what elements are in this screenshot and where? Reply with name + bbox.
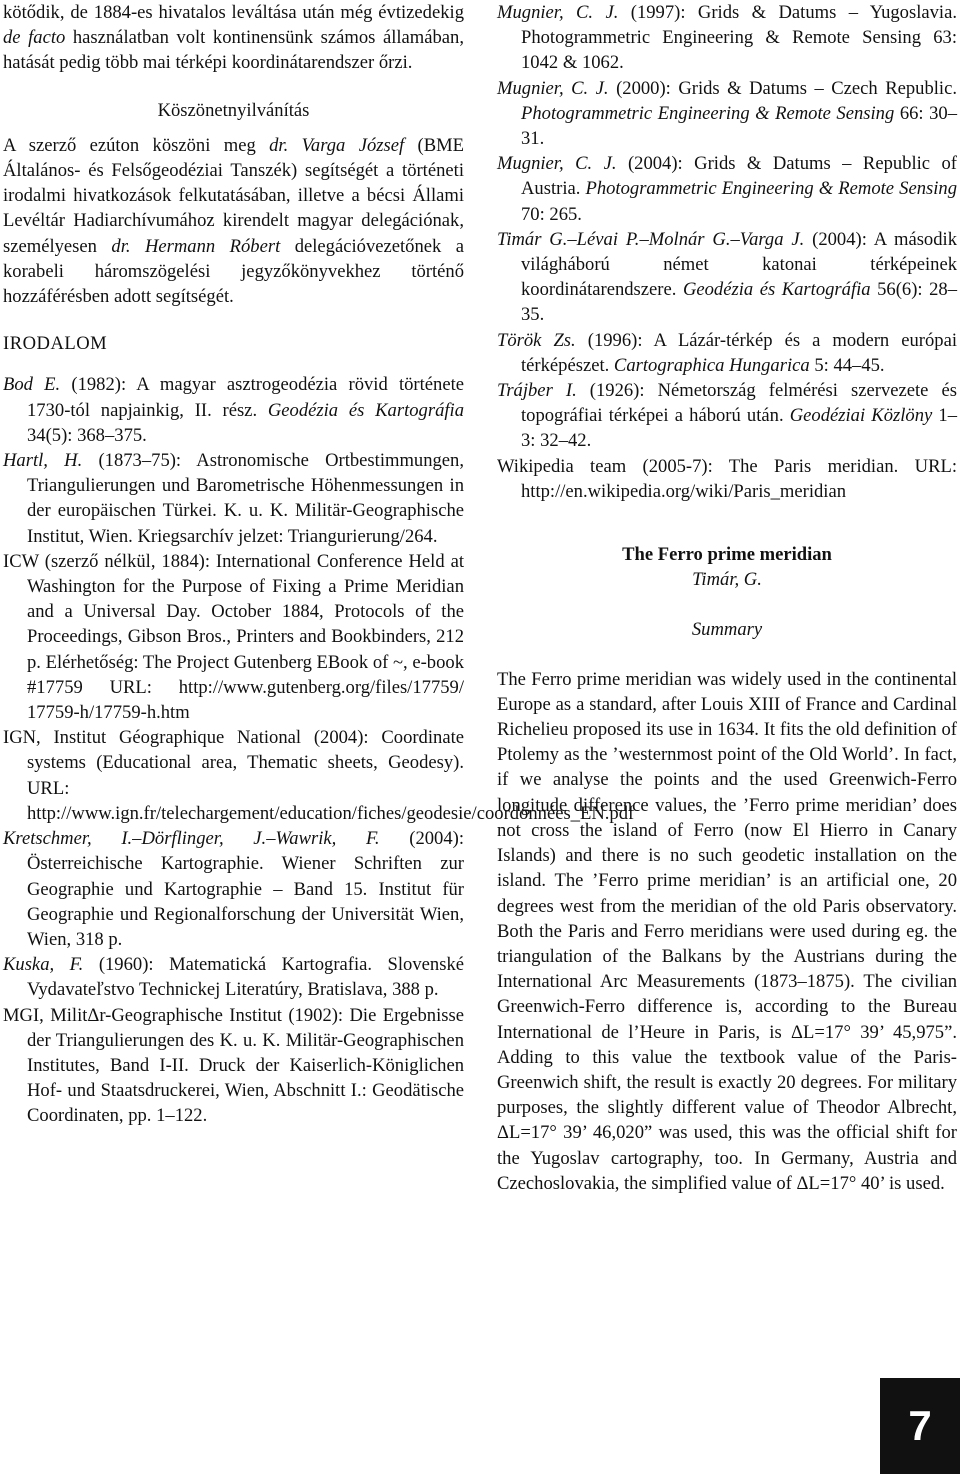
reference-item: Kretschmer, I.–Dörflinger, J.–Wawrik, F. (2004): Österreichische Kartographie. Wiener Schriften zur Geographie und Kartographie – Band 15. Institut für Geographie und Regionalforschung der Universität Wien, Wien, 318 p. — [3, 828, 464, 950]
left-column — [3, 0, 635, 1129]
summary-text: The Ferro prime meridian was widely used in the continental Europe as a standard, after Louis XIII of France and Cardinal Richelieu proposed its use in 1634. It fits the old definition of Ptolemy as the ’westernmost point of the Old World’. In fact, if we analyse the points and the used Greenwich-Ferro longitude difference values, the ’Ferro prime meridian’ does not cross the island of Ferro (now El Hierro in Canary Islands) and there is no such geodetic installation on the island. The ’Ferro prime meridian’ is an artificial one, 20 degrees west from the meridian of the old Paris observatory. Both the Paris and Ferro meridians were used during eg. the triangulation of the Balkans by the Austrians during the International Arc Measurements (1873–1875). The civilian Greenwich-Ferro difference is, according to the Bureau International de l’Heure in Paris, is ΔL=17° 39’ 45,975”. Adding to this value the textbook value of the Paris-Greenwich shift, the result is exactly 20 degrees. For military purposes, the slightly different value of Theodor Albrecht, ΔL=17° 39’ 46,020” was used, this was the official shift for the Yugoslav cartography, too. In Germany, Austria and Czechoslovakia, the simplified value of ΔL=17° 40’ is used. — [497, 668, 957, 1194]
summary-author: Timár, G. — [692, 569, 762, 591]
reference-item: Török Zs. (1996): A Lázár-térkép és a modern európai térképészet. Cartographica Hungarica 5: 44–45. — [497, 329, 957, 376]
reference-list-right — [497, 0, 957, 504]
summary-title: The Ferro prime meridian — [622, 544, 832, 566]
page-number: 7 — [880, 1378, 960, 1474]
reference-item: Bod E. (1982): A magyar asztrogeodézia rövid története 1730-tól napjainkig, II. rész. Geodézia és Kartográfia 34(5): 368–375. — [3, 374, 465, 446]
reference-item: Wikipedia team (2005-7): The Paris meridian. URL: http://en.wikipedia.org/wiki/Paris_meridian — [497, 455, 957, 502]
reference-item: Mugnier, C. J. (2004): Grids & Datums – Republic of Austria. Photogrammetric Engineering & Remote Sensing 70: 265. — [497, 153, 957, 225]
reference-item: Timár G.–Lévai P.–Molnár G.–Varga J. (2004): A második világháború német katonai térképeinek koordinátarendszere. Geodézia és Kartográfia 56(6): 28–35. — [497, 228, 957, 326]
intro-paragraph: kötődik, de 1884-es hivatalos leváltása után még évtizedekig de facto használatban volt kontinensünk számos államában, hatását pedig több mai térképi koordinátarendszer őrzi. — [3, 2, 464, 74]
reference-item: MGI, MilitΔr-Geographische Institut (1902): Die Ergebnisse der Triangulierungen des K. u. K. Militär-Geographischen Institutes, Band I-II. Druck der Kaiserlich-Königlichen Hof- und Staatsdruckerei, Wien, Abschnitt I.: Geodätische Coordinaten, pp. 1–122. — [3, 1004, 464, 1127]
references-heading: IRODALOM — [3, 333, 108, 355]
reference-item: Mugnier, C. J. (2000): Grids & Datums – Czech Republic. Photogrammetric Engineering & Remote Sensing 66: 30–31. — [497, 77, 957, 150]
reference-list-left — [3, 372, 635, 1128]
acknowledgement-paragraph: A szerző ezúton köszöni meg dr. Varga József (BME Általános- és Felsőgeodéziai Tanszék) segítségét a történeti irodalmi hivatkozások felkutatásában, illetve a bécsi Állami Levéltár Hadiarchívumához kirendelt magyar delegációnak, személyesen dr. Hermann Róbert delegációvezetőnek a korabeli háromszögelési jegyzőkönyvekhez történő hozzáférésben adott segítségét. — [3, 134, 465, 308]
reference-item: ICW (szerző nélkül, 1884): International Conference Held at Washington for the Purpose of Fixing a Prime Meridian and a Universal Day. October 1884, Protocols of the Proceedings, Gibson Bros., Printers and Bookbinders, 212 p. Elérhetőség: The Project Gutenberg EBook of ~, e-book #17759 URL: http://www.gutenberg.org/files/17759/ 17759-h/17759-h.htm — [3, 550, 464, 724]
reference-item: IGN, Institut Géographique National (2004): Coordinate systems (Educational area, Thematic sheets, Geodesy). URL: http://www.ign.fr/telechargement/education/fiches/geodesie/coordonnées_EN.pdf — [3, 727, 635, 824]
reference-item: Mugnier, C. J. (1997): Grids & Datums – Yugoslavia. Photogrammetric Engineering & Remote Sensing 63: 1042 & 1062. — [497, 2, 957, 74]
reference-item: Hartl, H. (1873–75): Astronomische Ortbestimmungen, Triangulierungen und Barometrische Höhenmessungen in der europäischen Türkei. K. u. K. Militär-Geographische Institut, Wien. Kriegsarchív jelzet: Triangurierung/264. — [3, 450, 465, 547]
reference-item: Trájber I. (1926): Németország felmérési szervezete és topográfiai térképei a háború után. Geodéziai Közlöny 1–3: 32–42. — [497, 380, 957, 452]
summary-label: Summary — [691, 619, 763, 641]
acknowledgement-heading: Köszönetnyilvánítás — [157, 99, 310, 121]
right-column — [497, 0, 957, 1196]
reference-item: Kuska, F. (1960): Matematická Kartografia. Slovenské Vydavateľstvo Technickej Literatúry, Bratislava, 388 p. — [3, 954, 464, 1001]
